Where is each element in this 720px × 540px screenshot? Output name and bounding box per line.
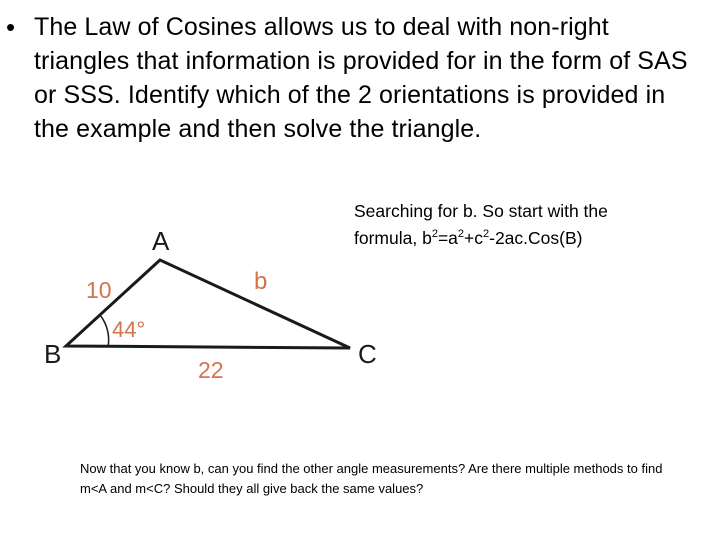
formula-mid-2: +c — [464, 228, 483, 248]
formula-exponent-3: 2 — [483, 228, 490, 240]
formula-mid-1: =a — [437, 228, 458, 248]
vertex-label-a: A — [152, 226, 170, 256]
note-follow-up-questions: Now that you know b, can you find the other angle measurements? Are there multiple methods to find m<A and m<C? Should they all give back the same values? — [80, 461, 663, 496]
bullet-text: The Law of Cosines allows us to deal with non-right triangles that information is provided for in the form of SAS or SSS. Identify which of the 2 orientations is provided in the example and then solve the triangle. — [34, 13, 688, 143]
angle-b-arc — [100, 315, 109, 347]
note-line-1: Searching for b. So start with the — [354, 201, 608, 221]
formula-line — [354, 225, 714, 252]
bullet-dot: • — [6, 12, 16, 42]
formula-suffix: -2ac.Cos(B) — [489, 228, 583, 248]
side-label-ac: b — [254, 268, 268, 295]
formula-exponent-2: 2 — [457, 228, 465, 240]
formula-exponent-1: 2 — [431, 228, 438, 240]
note-searching-for-b — [354, 198, 714, 252]
side-label-ab: 10 — [86, 277, 112, 303]
angle-label-b: 44° — [112, 317, 146, 342]
side-label-bc: 22 — [198, 357, 224, 383]
formula-prefix: formula, b — [354, 228, 432, 248]
vertex-label-c: C — [358, 339, 377, 369]
triangle-diagram — [30, 210, 360, 400]
vertex-label-b: B — [44, 339, 62, 369]
